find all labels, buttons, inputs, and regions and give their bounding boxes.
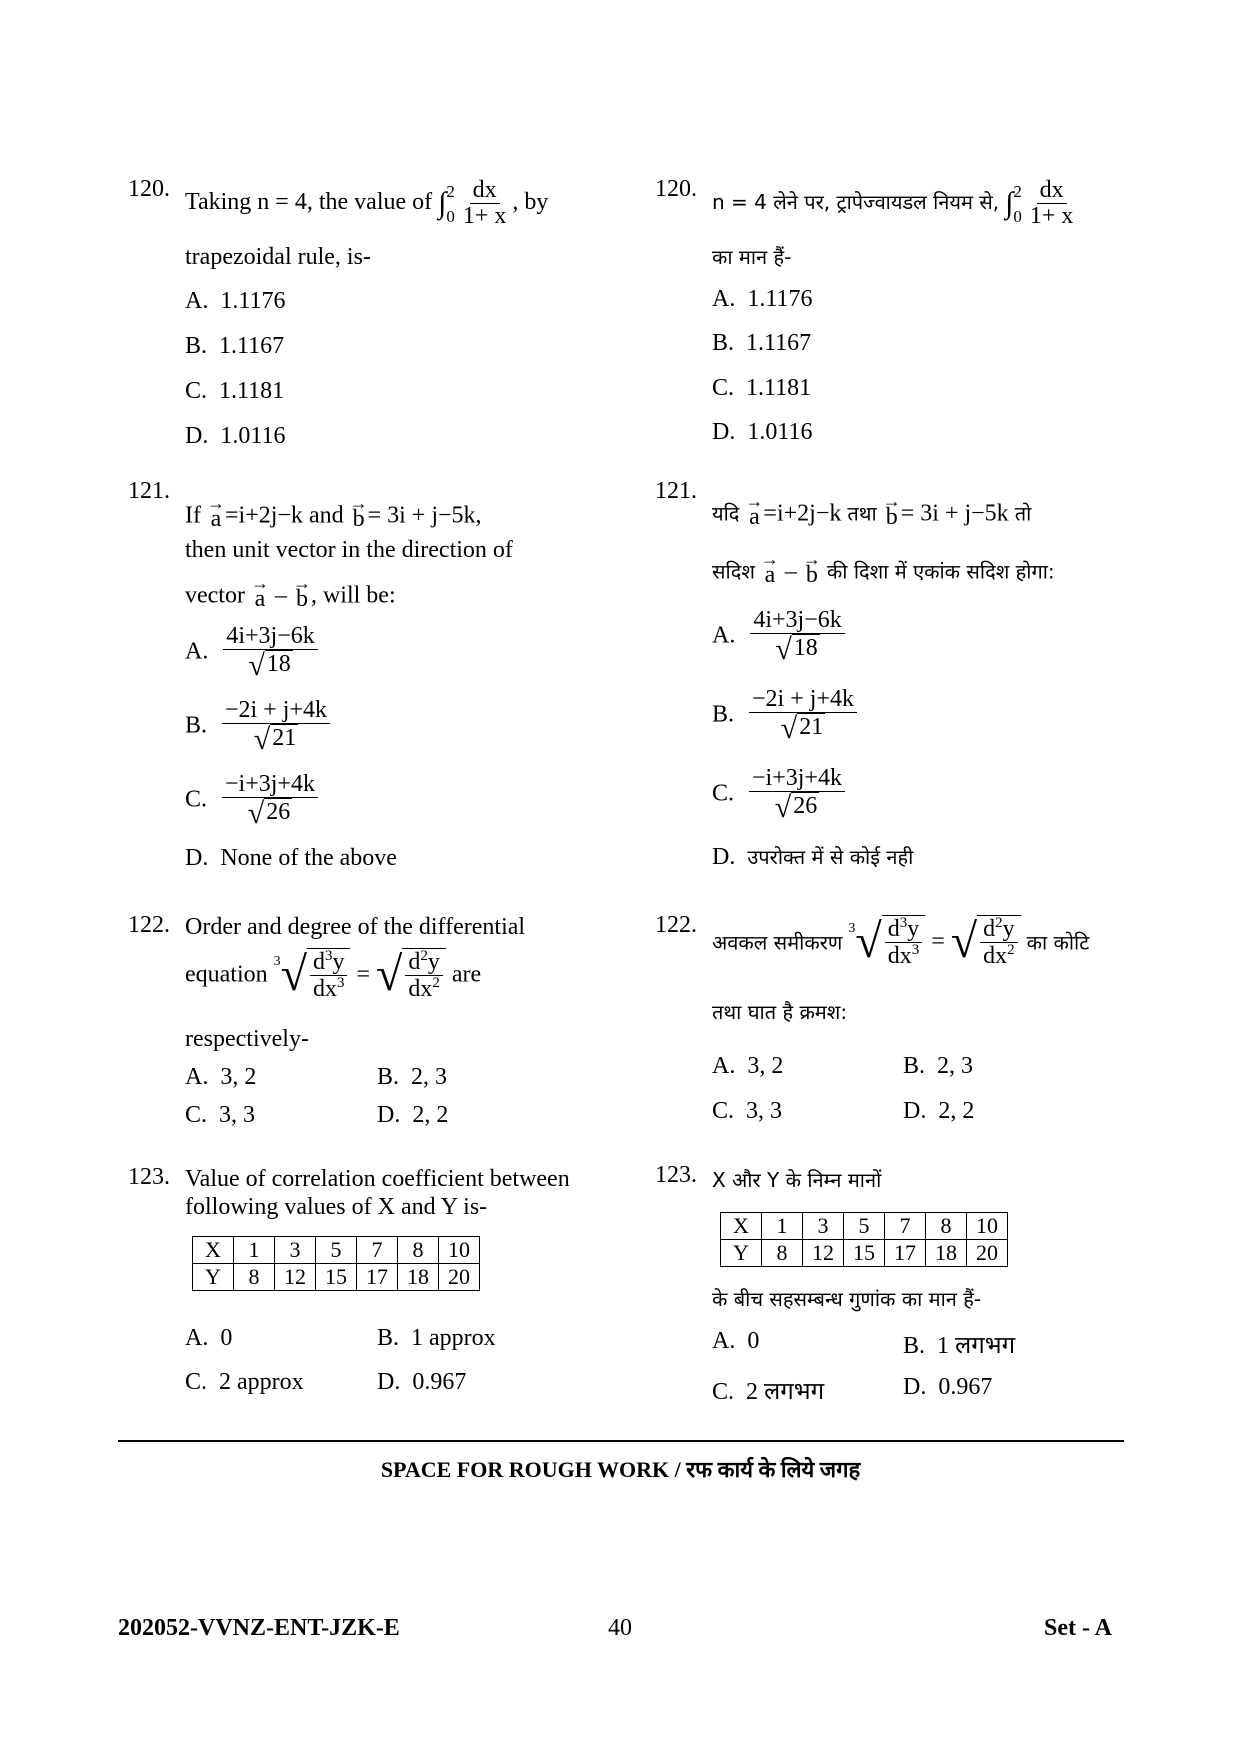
option[interactable]: C. 2 approx (185, 1369, 304, 1395)
q123-number-hi: 123. (655, 1162, 697, 1188)
option[interactable]: D. 0.967 (903, 1374, 993, 1400)
option[interactable]: A. 0 (185, 1325, 233, 1351)
q121-number-hi: 121. (655, 478, 697, 504)
divider (118, 1440, 1124, 1442)
option[interactable]: C. $\frac{-i+3j+4k}{√26}$ (185, 772, 321, 830)
q122-hi-stem: अवकल समीकरण 3 √ $\frac{d^3y}{dx^3}$ = √ $\frac{d^2y}{dx^2}$ का कोटि (712, 915, 1090, 970)
xy-table-hi (720, 1212, 1008, 1267)
option[interactable]: B. 2, 3 (377, 1064, 448, 1090)
option[interactable]: B. 1 approx (377, 1325, 496, 1351)
q123-hi-line1: X और Y के निम्न मानों (712, 1168, 882, 1192)
q120-en-line2: trapezoidal rule, is- (185, 244, 371, 270)
square-root: √ $\frac{d^2y}{dx^2}$ (376, 948, 446, 1002)
option[interactable]: B. 1.1167 (712, 330, 812, 356)
vector-b: → b (349, 493, 368, 533)
option[interactable]: C. 2 लगभग (712, 1379, 825, 1405)
q122-number-hi: 122. (655, 912, 697, 938)
paper-code: 202052-VVNZ-ENT-JZK-E (118, 1615, 400, 1641)
table-row: Y 8 12 15 17 18 20 (193, 1264, 480, 1291)
option[interactable]: D. 2, 2 (903, 1098, 975, 1124)
q122-en-line1: Order and degree of the differential (185, 914, 526, 940)
q121-en-stem: If → a =i+2j−k and → b = 3i + j−5k, (185, 493, 482, 533)
vector-a: → a (206, 493, 225, 533)
q121-number: 121. (128, 478, 170, 504)
option[interactable]: D. 0.967 (377, 1369, 467, 1395)
q121-hi-line2: सदिश → a – → b की दिशा में एकांक सदिश होगा: (712, 549, 1055, 589)
option[interactable]: C. 3, 3 (185, 1102, 256, 1128)
cube-root: 3 √ $\frac{d^3y}{dx^3}$ (274, 948, 351, 1002)
option[interactable]: A. $\frac{4i+3j-6k}{√18}$ (185, 624, 321, 682)
option[interactable]: D. 1.0116 (712, 419, 813, 445)
option[interactable]: B. 1.1167 (185, 333, 285, 359)
table-row: X 1 3 5 7 8 10 (193, 1237, 480, 1264)
q123-en-line1: Value of correlation coefficient between (185, 1166, 570, 1192)
option[interactable]: B. 1 लगभग (903, 1333, 1016, 1359)
integrand: $\frac{dx}{1+ x}$ (462, 177, 507, 230)
q123-en-line2: following values of X and Y is- (185, 1194, 488, 1220)
q120-number: 120. (128, 176, 170, 202)
table-row: Y 8 12 15 17 18 20 (721, 1240, 1008, 1267)
option[interactable]: B. $\frac{-2i + j+4k}{√21}$ (712, 687, 860, 745)
option[interactable]: A. 1.1176 (185, 288, 286, 314)
q122-number: 122. (128, 912, 170, 938)
rough-work-heading: SPACE FOR ROUGH WORK / रफ कार्य के लिये जगह (380, 1457, 861, 1482)
q120-en-stem: Taking n = 4, the value of ∫ 2 0 $\frac{dx}{1+ x}$ , by (185, 177, 549, 230)
q122-hi-line2: तथा घात है क्रमश: (712, 1000, 848, 1024)
q123-number: 123. (128, 1164, 170, 1190)
xy-table (192, 1236, 480, 1291)
q121-hi-stem: यदि → a =i+2j−k तथा → b = 3i + j−5k तो (712, 491, 1032, 531)
option[interactable]: A. 1.1176 (712, 286, 813, 312)
q122-en-line3: respectively- (185, 1026, 309, 1052)
option[interactable]: A. 0 (712, 1328, 760, 1354)
q120-number-hi: 120. (655, 176, 697, 202)
option[interactable]: D. None of the above (185, 845, 397, 871)
option[interactable]: C. 1.1181 (712, 375, 812, 401)
q120-hi-line2: का मान हैं- (712, 245, 792, 269)
option[interactable]: A. 3, 2 (185, 1064, 257, 1090)
option[interactable]: B. $\frac{-2i + j+4k}{√21}$ (185, 698, 333, 756)
page-number: 40 (608, 1615, 632, 1641)
set-label: Set - A (1044, 1615, 1112, 1641)
option[interactable]: D. 1.0116 (185, 423, 286, 449)
q120-hi-stem: n = 4 लेने पर, ट्रापेज्वायडल नियम से, ∫ 2 0 $\frac{dx}{1+ x}$ (712, 177, 1074, 230)
option[interactable]: B. 2, 3 (903, 1053, 974, 1079)
integral-sign: ∫ (438, 186, 447, 220)
option[interactable]: C. $\frac{-i+3j+4k}{√26}$ (712, 766, 848, 824)
q121-en-line2: then unit vector in the direction of (185, 537, 513, 563)
table-row: X 1 3 5 7 8 10 (721, 1213, 1008, 1240)
option[interactable]: D. 2, 2 (377, 1102, 449, 1128)
option[interactable]: D. उपरोक्त में से कोई नही (712, 844, 914, 870)
q121-en-line3: vector → a – → b , will be: (185, 573, 396, 613)
option[interactable]: C. 3, 3 (712, 1098, 783, 1124)
option[interactable]: C. 1.1181 (185, 378, 285, 404)
q122-en-equation: equation 3 √ $\frac{d^3y}{dx^3}$ = √ $\frac{d^2y}{dx^2}$ are (185, 948, 482, 1003)
option[interactable]: A. $\frac{4i+3j-6k}{√18}$ (712, 608, 848, 666)
q123-hi-line2: के बीच सहसम्बन्ध गुणांक का मान हैं- (712, 1287, 982, 1311)
option[interactable]: A. 3, 2 (712, 1053, 784, 1079)
